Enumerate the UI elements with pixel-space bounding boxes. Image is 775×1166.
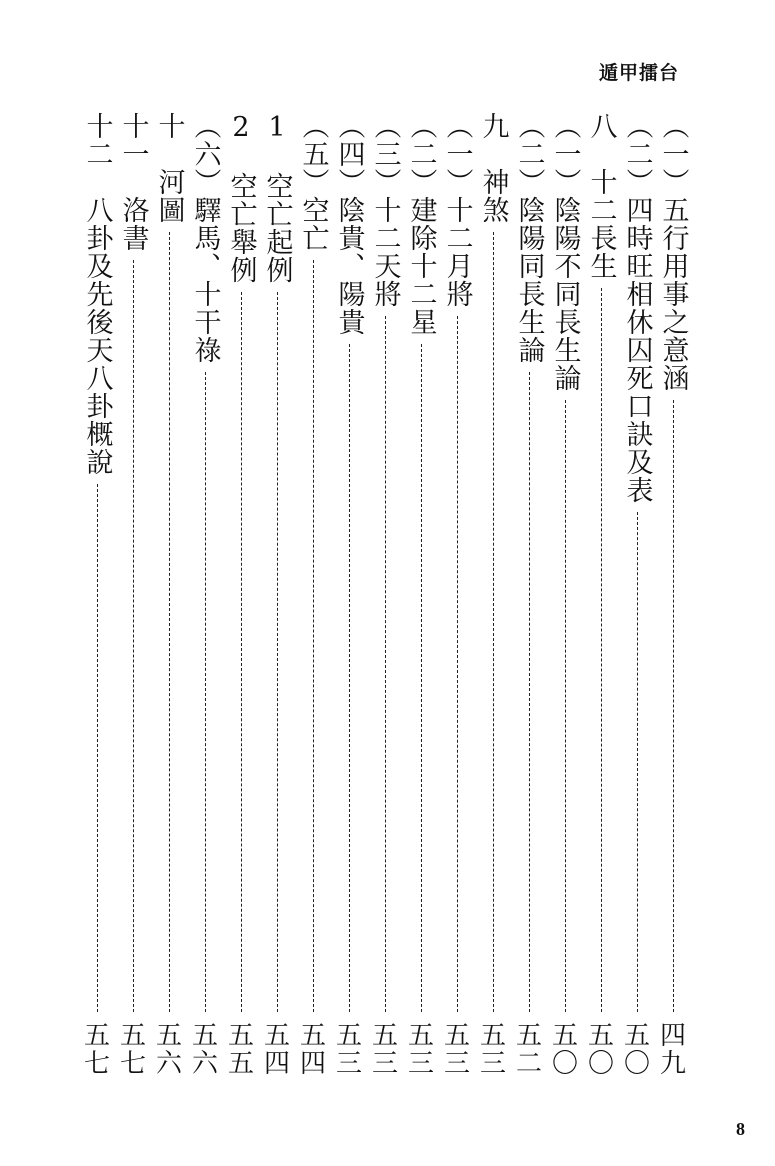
page-digit: 三 — [479, 1049, 506, 1080]
dot-leader — [421, 344, 422, 1012]
toc-entry — [512, 112, 546, 1082]
toc-entry — [296, 112, 330, 1082]
toc-entry-label: 十二 八卦及先後天八卦概說 — [81, 112, 113, 476]
page-digit: 五 — [551, 1021, 578, 1051]
dot-leader — [565, 400, 566, 1012]
dot-leader — [673, 400, 674, 1012]
toc-entry-page — [120, 1022, 146, 1082]
page-digit: 五 — [443, 1021, 470, 1051]
toc-entry-page — [444, 1022, 470, 1082]
page-digit: 五 — [155, 1021, 182, 1051]
page-digit: 〇 — [623, 1049, 650, 1080]
toc-entry-label: （六）驛馬、十干祿 — [189, 112, 221, 364]
page-digit: 五 — [191, 1021, 218, 1051]
toc-entry — [116, 112, 150, 1082]
toc-entry-label: 八 十二長生 — [585, 112, 617, 280]
toc-entry-label: （三）十二天將 — [369, 112, 401, 308]
page-digit: 三 — [407, 1049, 434, 1080]
page-digit: 五 — [479, 1021, 506, 1051]
toc-entry-label: （二）陰陽同長生論 — [513, 112, 545, 364]
page-digit: 五 — [119, 1021, 146, 1051]
toc-entry — [584, 112, 618, 1082]
toc-entry-page — [588, 1022, 614, 1082]
toc-entry — [224, 112, 258, 1082]
page-digit: 五 — [83, 1021, 110, 1051]
dot-leader — [601, 288, 602, 1012]
page-digit: 三 — [443, 1049, 470, 1080]
page-digit: 〇 — [551, 1049, 578, 1080]
toc-entry — [476, 112, 510, 1082]
toc-entry-page — [372, 1022, 398, 1082]
page-digit: 九 — [659, 1049, 686, 1080]
toc-entry-label: （二）建除十二星 — [405, 112, 437, 336]
dot-leader — [277, 292, 278, 1012]
toc-entry-label: 十一 洛書 — [117, 112, 149, 252]
dot-leader — [493, 232, 494, 1012]
dot-leader — [133, 260, 134, 1012]
page-digit: 三 — [335, 1049, 362, 1080]
toc-entry-label: （一）陰陽不同長生論 — [549, 112, 581, 392]
toc-entry — [404, 112, 438, 1082]
toc-entry — [548, 112, 582, 1082]
page-digit: 五 — [227, 1049, 254, 1080]
page-digit: 四 — [263, 1049, 290, 1080]
page-digit: 六 — [155, 1049, 182, 1080]
page-digit: 七 — [83, 1049, 110, 1080]
toc-entry-page — [156, 1022, 182, 1082]
toc-entry-page — [228, 1022, 254, 1082]
dot-leader — [241, 292, 242, 1012]
page-digit: 五 — [227, 1021, 254, 1051]
toc-entry — [332, 112, 366, 1082]
dot-leader — [97, 484, 98, 1012]
toc-entry-page — [480, 1022, 506, 1082]
toc-entry-label: 1 空亡起例 — [261, 112, 293, 284]
toc-entry-page — [84, 1022, 110, 1082]
toc-entry-page — [300, 1022, 326, 1082]
toc-entry — [260, 112, 294, 1082]
page-digit: 〇 — [587, 1049, 614, 1080]
toc-entry — [368, 112, 402, 1082]
toc-entry-label: （四）陰貴、陽貴 — [333, 112, 365, 336]
page-digit: 四 — [659, 1021, 686, 1051]
toc-entry-page — [660, 1022, 686, 1082]
toc-entry-label: （二）四時旺相休囚死口訣及表 — [621, 112, 653, 504]
page-digit: 五 — [299, 1021, 326, 1051]
toc-entry — [80, 112, 114, 1082]
page-digit: 五 — [587, 1021, 614, 1051]
toc-entry-page — [624, 1022, 650, 1082]
toc-entry-label: （五）空亡 — [297, 112, 329, 252]
toc-entry-label: （一）十二月將 — [441, 112, 473, 308]
page-digit: 五 — [623, 1021, 650, 1051]
toc-entry-page — [552, 1022, 578, 1082]
toc-entry-page — [408, 1022, 434, 1082]
dot-leader — [457, 316, 458, 1012]
page-digit: 五 — [515, 1021, 542, 1051]
toc-entry-page — [264, 1022, 290, 1082]
toc-entry-label: 十 河圖 — [153, 112, 185, 224]
dot-leader — [313, 260, 314, 1012]
toc-entry — [620, 112, 654, 1082]
toc-entry — [152, 112, 186, 1082]
table-of-contents — [78, 112, 690, 1082]
toc-entry — [656, 112, 690, 1082]
dot-leader — [529, 372, 530, 1012]
dot-leader — [349, 344, 350, 1012]
running-header: 遁甲擂台 — [598, 62, 679, 84]
page-digit: 五 — [335, 1021, 362, 1051]
toc-entry-page — [336, 1022, 362, 1082]
page-digit: 三 — [371, 1049, 398, 1080]
toc-entry-label: 九 神煞 — [477, 112, 509, 224]
toc-entry-page — [516, 1022, 542, 1082]
dot-leader — [385, 316, 386, 1012]
page-digit: 五 — [407, 1021, 434, 1051]
page-number: 8 — [736, 1119, 745, 1139]
page-digit: 五 — [263, 1021, 290, 1051]
toc-entry-page — [192, 1022, 218, 1082]
dot-leader — [205, 372, 206, 1012]
dot-leader — [169, 232, 170, 1012]
toc-entry-label: （一）五行用事之意涵 — [657, 112, 689, 392]
dot-leader — [637, 512, 638, 1012]
toc-entry — [440, 112, 474, 1082]
toc-entry — [188, 112, 222, 1082]
page-digit: 五 — [371, 1021, 398, 1051]
page-digit: 二 — [515, 1049, 542, 1080]
page-digit: 六 — [191, 1049, 218, 1080]
page-digit: 七 — [119, 1049, 146, 1080]
toc-entry-label: 2 空亡舉例 — [225, 112, 257, 284]
page-digit: 四 — [299, 1049, 326, 1080]
